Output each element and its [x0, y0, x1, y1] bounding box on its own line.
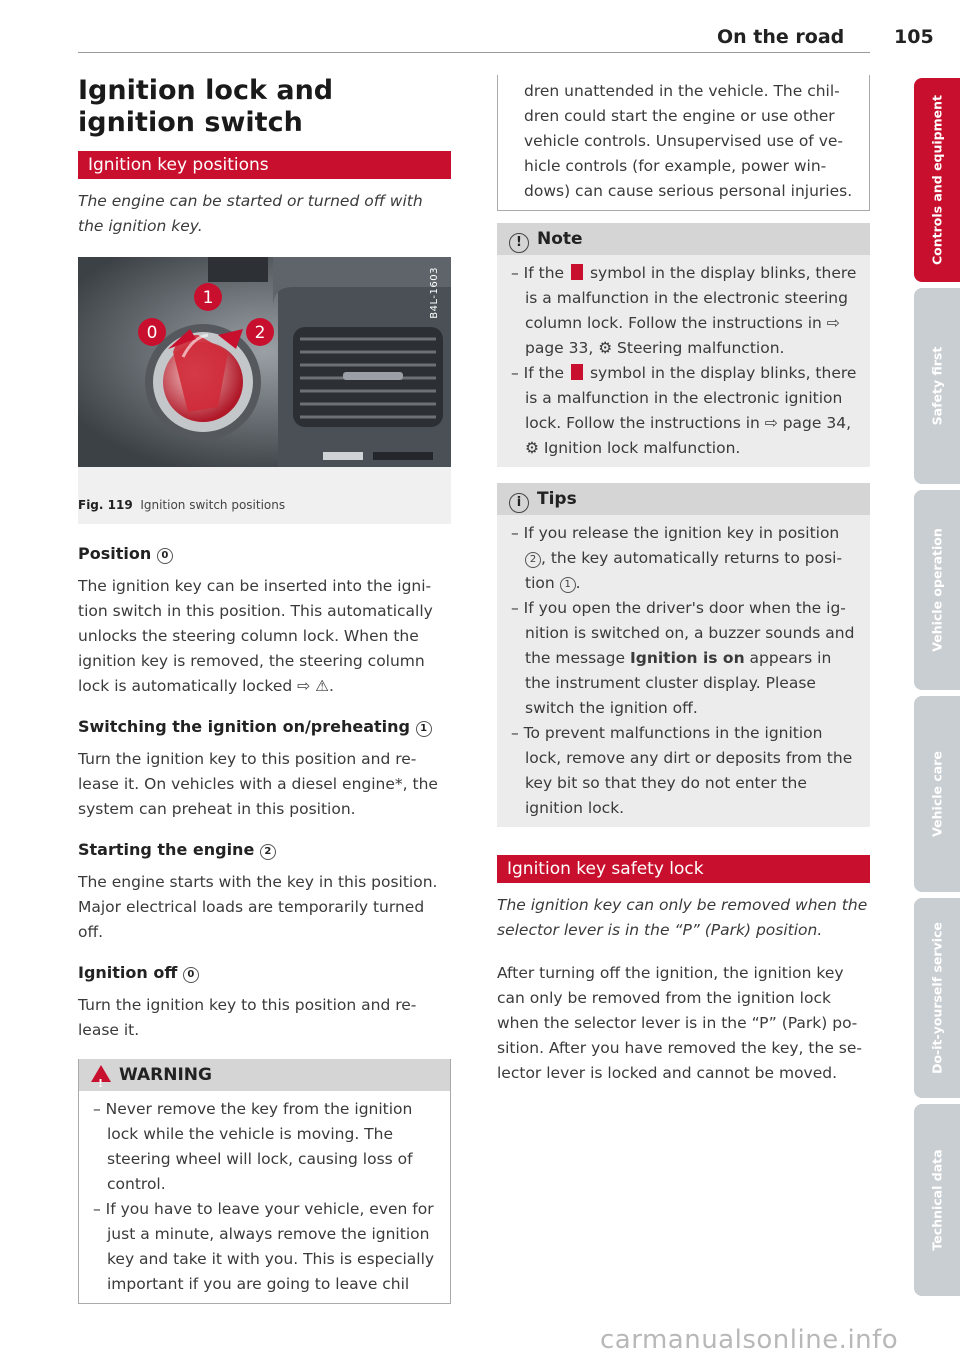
tips-box — [497, 483, 870, 827]
tips-info-icon: i — [509, 493, 529, 513]
tab-vehicle-operation[interactable]: Vehicle operation — [914, 490, 960, 690]
note-item-2: – If the symbol in the display blinks, there is a malfunction in the electronic ignition lock. Follow the instructions in ⇨ page 34, ⚙ Ignition lock malfunction. — [511, 364, 857, 457]
page-number: 105 — [894, 26, 934, 48]
ignition-switch-illustration — [78, 257, 451, 467]
header-rule — [78, 52, 870, 53]
figure-code: B4L-1603 — [429, 267, 440, 319]
section-title-safety-lock: Ignition key safety lock — [497, 855, 870, 883]
warning-box — [78, 1059, 451, 1304]
note-box — [497, 223, 870, 467]
tab-vehicle-care[interactable]: Vehicle care — [914, 696, 960, 892]
figure-pos-0: 0 — [146, 323, 158, 343]
figure-pos-1: 1 — [202, 288, 214, 308]
text-starting: The engine starts with the key in this position. Major electrical loads are temporarily turned off. — [78, 873, 438, 941]
text-switching: Turn the ignition key to this position and release it. On vehicles with a diesel engine*, the system can preheat in this position. — [78, 750, 438, 818]
warning-continuation: dren unattended in the vehicle. The children could start the engine or use other vehicle controls. Unsupervised use of vehicle controls (for example, power windows) can cause serious personal injuries. — [497, 75, 870, 211]
section-intro: The engine can be started or turned off with the ignition key. — [78, 192, 423, 235]
heading-switching: Switching the ignition on/preheating 1 — [78, 715, 451, 739]
warning-item-1: – Never remove the key from the ignition lock while the vehicle is moving. The steering wheel will lock, causing loss of control. — [93, 1100, 413, 1193]
figure-pos-2: 2 — [254, 323, 266, 343]
text-position: The ignition key can be inserted into the ignition switch in this position. This automatically unlocks the steering column lock. When the ignition key is removed, the steering column lock is automatically locked ⇨ ⚠. — [78, 577, 433, 695]
section-title-key-positions: Ignition key positions — [78, 151, 451, 179]
heading-position: Position 0 — [78, 542, 451, 566]
warning-item-2: – If you have to leave your vehicle, even for just a minute, always remove the ignition key and take it with you. This is especially important if you are going to leave chil — [93, 1200, 435, 1293]
left-column — [78, 75, 451, 1304]
chapter-title: Ignition lock and ignition switch — [78, 75, 334, 138]
figure-caption-label: Fig. 119 — [78, 498, 133, 512]
tip-item-2: – If you open the driver's door when the ignition is switched on, a buzzer sounds and the message Ignition is on appears in the instrument cluster display. Please switch the ignition off. — [511, 599, 855, 717]
note-header: ! Note — [497, 223, 870, 255]
running-header-section: On the road — [717, 26, 845, 48]
tip-item-3: – To prevent malfunctions in the ignition lock, remove any dirt or deposits from the key bit so that they do not enter the ignition lock. — [511, 724, 853, 817]
safety-lock-body: After turning off the ignition, the ignition key can only be removed from the ignition lock when the selector lever is in the “P” (Park) position. After you have removed the key, the selector lever is locked and cannot be moved. — [497, 964, 862, 1082]
note-exclamation-icon: ! — [509, 233, 529, 253]
heading-starting: Starting the engine 2 — [78, 838, 451, 862]
tab-do-it-yourself-service[interactable]: Do-it-yourself service — [914, 898, 960, 1098]
text-ignition-off: Turn the ignition key to this position and release it. — [78, 996, 417, 1039]
figure-caption — [78, 492, 451, 524]
figure-caption-text: Ignition switch positions — [140, 498, 286, 512]
ignition-lock-symbol-icon — [571, 364, 583, 380]
warning-header: !WARNING — [79, 1059, 450, 1091]
heading-ignition-off: Ignition off 0 — [78, 961, 451, 985]
note-item-1: – If the symbol in the display blinks, there is a malfunction in the electronic steering column lock. Follow the instructions in ⇨ page 33, ⚙ Steering malfunction. — [511, 264, 857, 357]
watermark: carmanualsonline.info — [600, 1325, 899, 1355]
tip-item-1: – If you release the ignition key in position 2 , the key automatically returns to position 1 . — [511, 524, 843, 592]
tab-technical-data[interactable]: Technical data — [914, 1104, 960, 1296]
safety-lock-intro: The ignition key can only be removed when the selector lever is in the “P” (Park) position. — [497, 896, 868, 939]
warning-triangle-icon — [91, 1065, 111, 1082]
steering-lock-symbol-icon — [571, 264, 583, 280]
tab-safety-first[interactable]: Safety first — [914, 288, 960, 484]
right-column — [497, 75, 870, 1102]
figure-ignition-switch — [78, 257, 451, 492]
tips-header: i Tips — [497, 483, 870, 515]
tab-controls-and-equipment[interactable]: Controls and equipment — [914, 78, 960, 282]
